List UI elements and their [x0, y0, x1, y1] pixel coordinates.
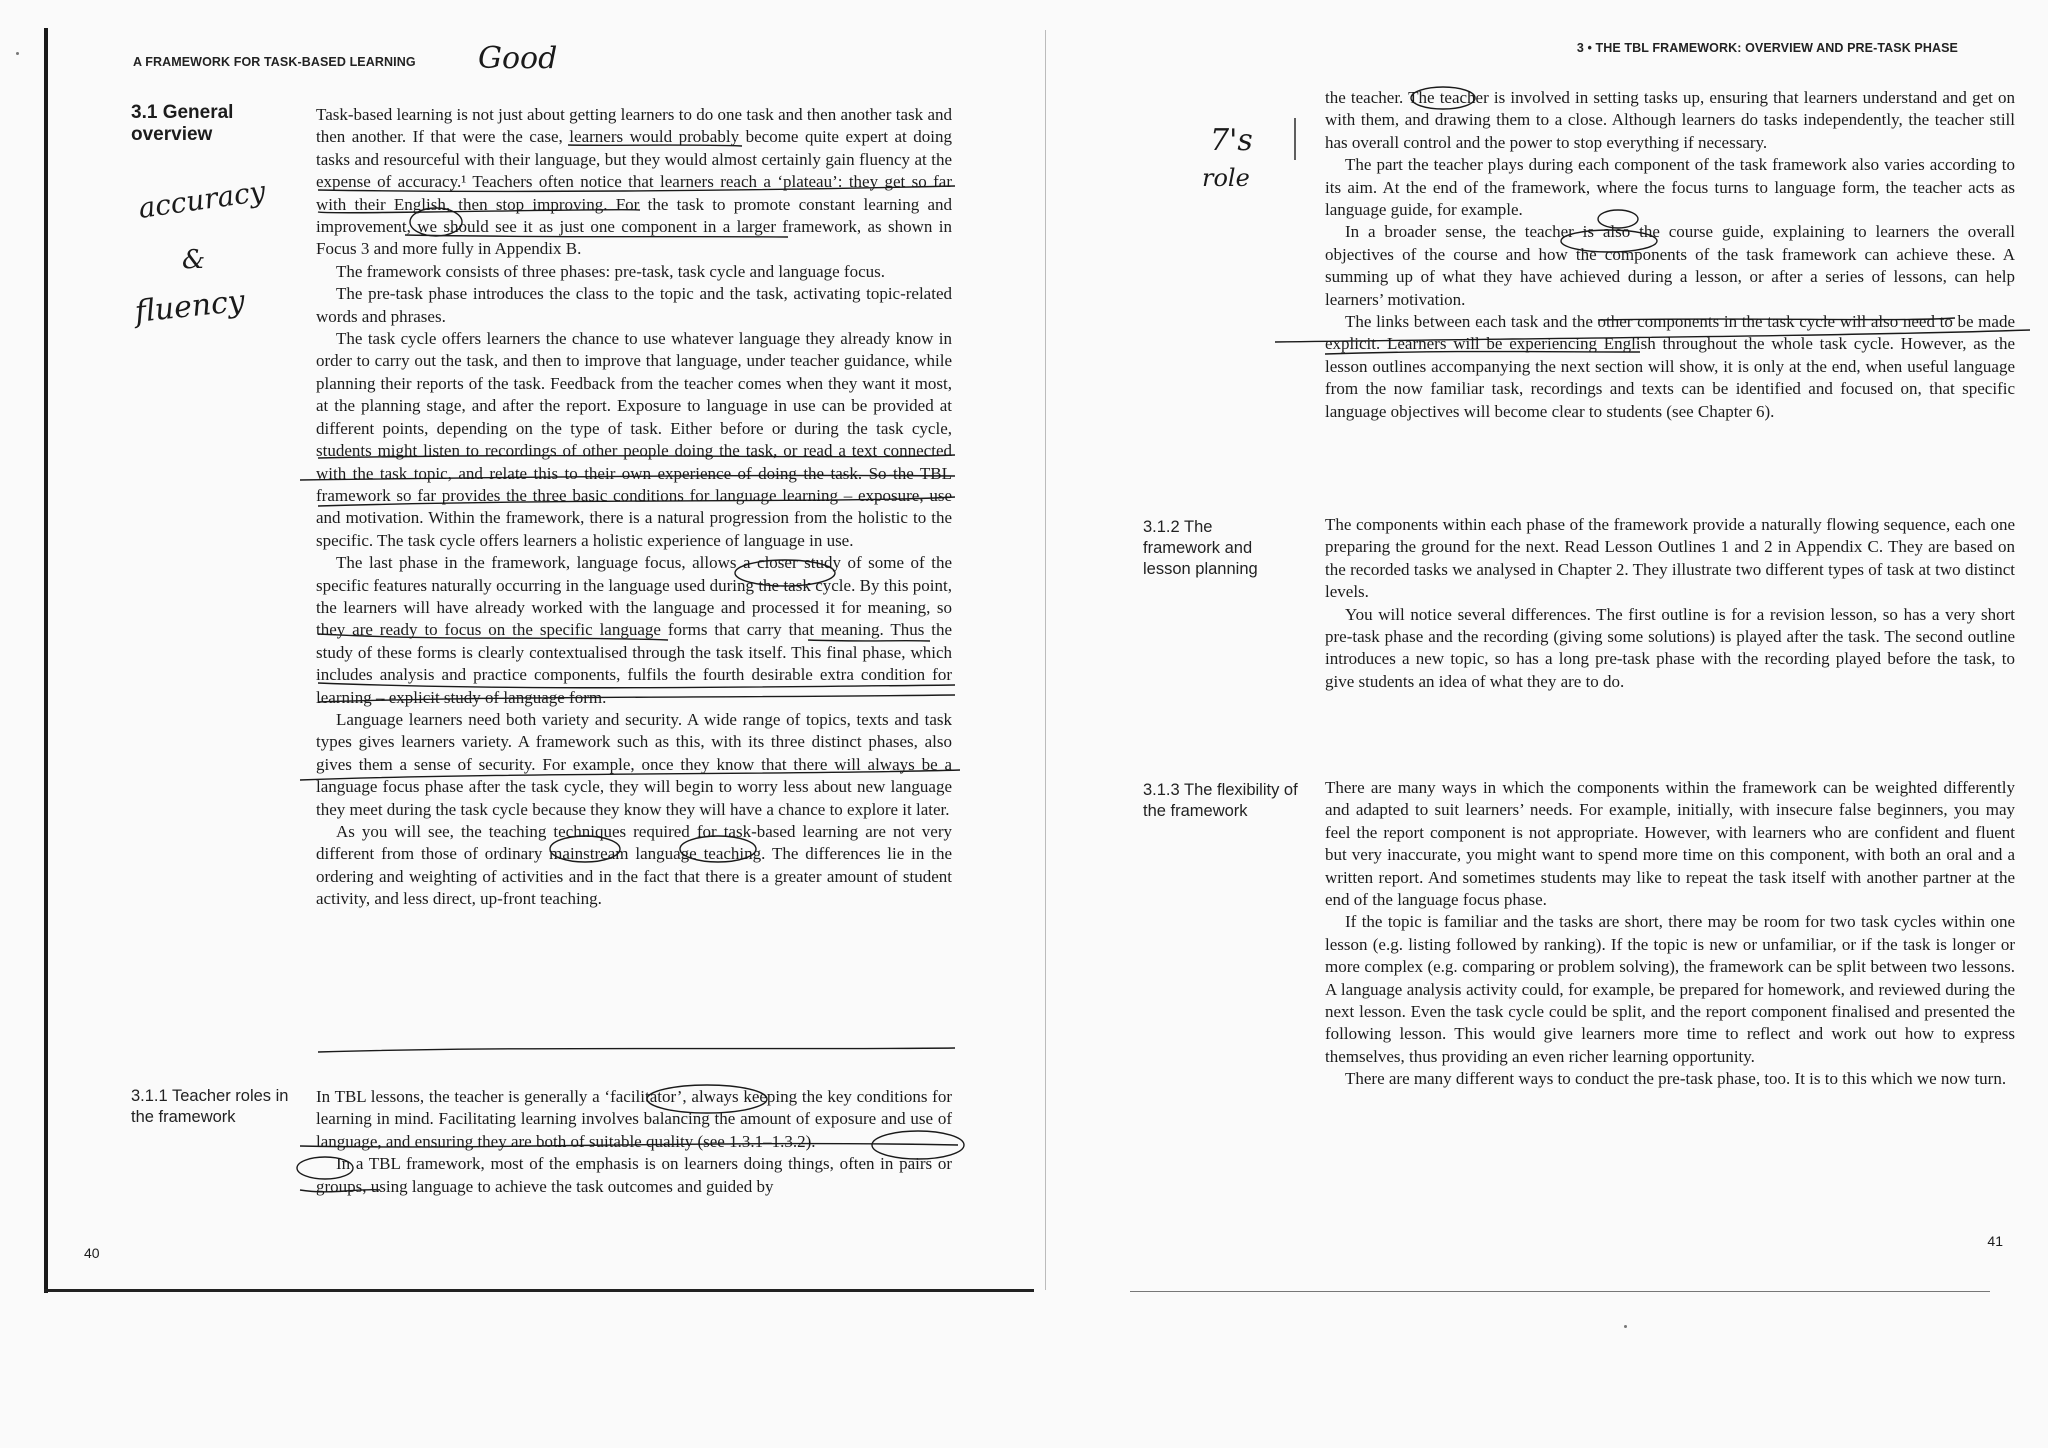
- page-number: 40: [84, 1245, 100, 1261]
- running-head: A FRAMEWORK FOR TASK-BASED LEARNING: [133, 55, 416, 69]
- body-text-column: [1325, 777, 2015, 1091]
- paragraph: There are many different ways to conduct the pre-task phase, too. It is to this which we now turn.: [1345, 1069, 2007, 1089]
- paragraph: The pre-task phase introduces the class to the topic and the task, activating topic-related words and phrases.: [316, 284, 952, 326]
- body-text-column: [316, 104, 952, 911]
- page-number: 41: [1987, 1233, 2003, 1249]
- page-edge: [44, 28, 48, 1293]
- paragraph: the teacher. The teacher is involved in setting tasks up, ensuring that learners understand and get on with them, and drawing them to a close. Although learners do tasks independently, the teacher still has overall control and the power to stop everything if necessary.: [1325, 88, 2015, 152]
- paragraph: In a broader sense, the teacher is also the course guide, explaining to learners the overall objectives of the course and how the components of the task framework can achieve these. A summing up of what they have achieved during a lesson, or after a series of lessons, can help learners’ motivation.: [1325, 222, 2015, 309]
- paragraph: In a TBL framework, most of the emphasis is on learners doing things, often in pairs or groups, using language to achieve the task outcomes and guided by: [316, 1154, 952, 1196]
- paragraph: In TBL lessons, the teacher is generally a ‘facilitator’, always keeping the key conditions for learning in mind. Facilitating learning involves balancing the amount of exposure and use of language, and ensuring they are both of suitable quality (see 1.3.1–1.3.2).: [316, 1087, 952, 1151]
- body-text-column: [1325, 514, 2015, 693]
- page-bottom-edge: [1130, 1291, 1990, 1292]
- section-title: 3.1 General overview: [131, 102, 234, 145]
- gutter-line: [1045, 30, 1046, 1290]
- body-text-column: [316, 1086, 952, 1198]
- handwritten-note: Good: [478, 41, 558, 76]
- handwritten-note: role: [1202, 164, 1250, 192]
- paragraph: You will notice several differences. The first outline is for a revision lesson, so has a very short pre-task phase and the recording (giving some solutions) is played after the task. The second outline introduces a new topic, so has a long pre-task phase with the recording played before the task, to give students an idea of what they are to do.: [1325, 604, 2015, 691]
- subsection-label: 3.1.3 The flexibility of the framework: [1143, 781, 1298, 820]
- scan-speck: [1624, 1325, 1627, 1328]
- subsection-label: 3.1.2 The framework and lesson planning: [1143, 518, 1258, 578]
- handwritten-note: fluency: [133, 283, 247, 330]
- paragraph: If the topic is familiar and the tasks are short, there may be room for two task cycles within one lesson (e.g. listing followed by ranking). If the topic is new or unfamiliar, or if the task is longer or more complex (e.g. comparing or problem solving), the framework can be split between two lessons. A language analysis activity could, for example, be prepared for homework, and reviewed during the next lesson. Even the task cycle could be split, and the report component finalised and presented the following lesson. This would give learners more time to reflect and work out how to express themselves, thus providing an even richer learning opportunity.: [1325, 912, 2015, 1066]
- paragraph: The last phase in the framework, language focus, allows a closer study of some of the specific features naturally occurring in the language used during the task cycle. By this point, the learners will have already worked with the language and processed it for meaning, so they are ready to focus on the specific language forms that carry that meaning. Thus the study of these forms is clearly contextualised through the task itself. This final phase, which includes analysis and practice components, fulfils the fourth desirable extra condition for learning – explicit study of language form.: [316, 553, 952, 707]
- subsection-label: 3.1.1 Teacher roles in the framework: [131, 1087, 289, 1126]
- body-text-column: [1325, 87, 2015, 423]
- handwritten-note: &: [182, 245, 206, 275]
- scan-speck: [16, 52, 19, 55]
- paragraph: The task cycle offers learners the chance to use whatever language they already know in order to carry out the task, and then to improve that language, under teacher guidance, while planning their reports of the task. Feedback from the teacher comes when they want it most, at the planning stage, and after the report. Exposure to language in use can be provided at different points, depending on the type of task. Either before or during the task cycle, students might listen to recordings of other people doing the task, or read a text connected with the task topic, and relate this to their own experience of doing the task. So the TBL framework so far provides the three basic conditions for language learning – exposure, use and motivation. Within the framework, there is a natural progression from the holistic to the specific. The task cycle offers learners a holistic experience of language in use.: [316, 329, 952, 550]
- left-page: [0, 0, 1050, 1295]
- underline-mark: [318, 1048, 955, 1052]
- paragraph: Task-based learning is not just about getting learners to do one task and then another task and then another. If that were the case, learners would probably become quite expert at doing tasks and resourceful with their language, but they would almost certainly gain fluency at the expense of accuracy.¹ Teachers often notice that learners reach a ‘plateau’: they get so far with their English, then stop improving. For the task to promote constant learning and improvement, we should see it as just one component in a larger framework, as shown in Focus 3 and more fully in Appendix B.: [316, 105, 952, 259]
- paragraph: The framework consists of three phases: pre-task, task cycle and language focus.: [336, 261, 885, 281]
- paragraph: As you will see, the teaching techniques required for task-based learning are not very different from those of ordinary mainstream language teaching. The differences lie in the ordering and weighting of activities and in the fact that there is a greater amount of student activity, and less direct, up-front teaching.: [316, 822, 952, 909]
- running-head: 3 • THE TBL FRAMEWORK: OVERVIEW AND PRE-TASK PHASE: [1576, 41, 1958, 55]
- paragraph: The components within each phase of the framework provide a naturally flowing sequence, each one preparing the ground for the next. Read Lesson Outlines 1 and 2 in Appendix C. They are based on the recorded tasks we analysed in Chapter 2. They illustrate two different types of task at two distinct levels.: [1325, 515, 2015, 602]
- paragraph: Language learners need both variety and security. A wide range of topics, texts and task types gives learners variety. A framework such as this, with its three distinct phases, also gives them a sense of security. For example, once they know that there will always be a language focus phase after the task cycle, they will begin to worry less about new language they meet during the task cycle because they know they will have a chance to explore it later.: [316, 709, 952, 819]
- paragraph: There are many ways in which the components within the framework can be weighted differently and adapted to suit learners’ needs. For example, initially, with insecure false beginners, you may feel the report component is not appropriate. However, with learners who are confident and fluent but very inaccurate, you might want to spend more time on this component, with both an oral and a written report. And sometimes students may like to repeat the task itself with another partner at the end of the language focus phase.: [1325, 778, 2015, 910]
- paragraph: The links between each task and the other components in the task cycle will also need to be made explicit. Learners will be experiencing English throughout the whole task cycle. However, as the lesson outlines accompanying the next section will show, it is only at the end, when useful language from the now familiar task, recordings and texts can be identified and focused on, that specific language objectives will become clear to students (see Chapter 6).: [1325, 312, 2015, 421]
- handwritten-note: accuracy: [136, 174, 268, 225]
- handwritten-note: 7's: [1210, 123, 1253, 158]
- page-bottom-edge: [44, 1289, 1034, 1292]
- paragraph: The part the teacher plays during each component of the task framework also varies according to its aim. At the end of the framework, where the focus turns to language form, the teacher acts as language guide, for example.: [1325, 155, 2015, 220]
- right-page: [1050, 0, 2048, 1295]
